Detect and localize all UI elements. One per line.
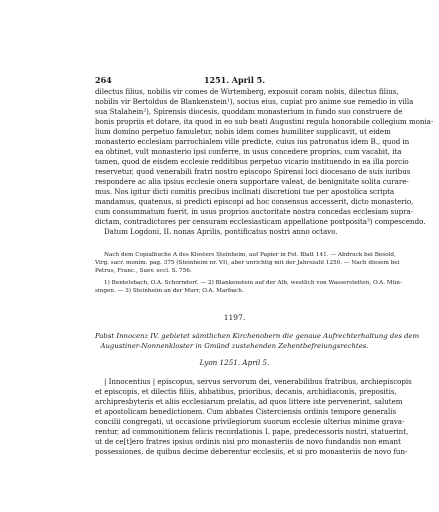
text-line: rentur, ad commonitionem felicis recordationis I. pape, predecessoris nostri, statuerint, bbox=[95, 427, 409, 436]
place-date: Lyon 1251. April 5. bbox=[199, 358, 270, 367]
text-line: reservetur, quod venerabili fratri nostro episcopo Spirensi loci diocesano de suis iuribus bbox=[95, 167, 411, 176]
text-line: bonis propriis et dotare, ita quod in eo sub beati Augustini regula honorabile collegium monia- bbox=[95, 117, 434, 126]
dating-line: Datum Logdoni, II. nonas Aprilis, pontificatus nostri anno octavo. bbox=[104, 227, 338, 236]
text-line: cum consummatum fuerit, in usus proprios auctoritate nostra concedas ecclesiam supra- bbox=[95, 207, 414, 216]
text-line: ut de ce[t]ero fratres ipsius ordinis nisi pro monasteriis de novo fundandis non emant bbox=[95, 437, 401, 446]
text-line: et apostolicam benedictionem. Cum abbates Cisterciensis ordinis tempore generalis bbox=[95, 407, 397, 416]
footnote-line: singen. — 3) Steinheim an der Murr, O.A. Marbach. bbox=[95, 288, 244, 294]
text-line: possessiones, de quibus decime deberentur ecclesiis, et si pro monasteriis de novo fun- bbox=[95, 447, 408, 456]
text-line: et episcopis, et dilectis filiis, abbatibus, prioribus, decanis, archidiaconis, prepositis, bbox=[95, 387, 397, 396]
text-line: respondere ac alia ipsius ecclesie onera supportare valeat, de benignitate solita curare- bbox=[95, 177, 409, 186]
text-line: dictam, contradictores per censuram ecclesiasticam appellatione postposita³) compescendo. bbox=[95, 217, 426, 226]
source-note-line: Virg. sacr. monim. pag. 375 (Steinheim nr. VI), aber unrichtig mit der Jahrszahl 1250. — Nach diesem bei bbox=[95, 260, 400, 266]
page-number: 264 bbox=[95, 75, 112, 85]
regest bbox=[95, 331, 420, 351]
source-note-line: Nach dem Copialbuche A des Klosters Steinheim, auf Papier in Fol. Blatt 141. — Abdruck bei Besold, bbox=[104, 252, 396, 258]
charter-text-1197 bbox=[95, 377, 412, 457]
text-line: nobilis vir Bertoldus de Blankenstein¹), socius eius, cupiat pro anime sue remedio in villa bbox=[95, 97, 414, 106]
text-line: concilii congregati, ut occasione privilegiorum suorum ecclesie ulterius minime grava- bbox=[95, 417, 405, 426]
source-notes bbox=[95, 251, 402, 295]
charter-text-1196 bbox=[95, 87, 434, 237]
text-line: lium domino perpetuo famuletur, nobis idem comes humiliter supplicavit, ut eidem bbox=[95, 127, 391, 136]
text-line: monasterio ecclesiam parrochialem ville predicte, cuius ius patronatus idem B., quod in bbox=[95, 137, 410, 146]
running-head bbox=[95, 74, 374, 86]
source-note-line: Petrus, Franc., Suev. eccl. S. 756. bbox=[95, 268, 192, 274]
regest-line: Augustiner-Nonnenkloster in Gmünd zustehenden Zehentbefreiungsrechtes. bbox=[100, 342, 369, 350]
footnote-line: 1) Bentelsbach, O.A. Schorndorf. — 2) Blankenstein auf der Alb, westlich von Wasserstetten, O.A. Mün- bbox=[104, 280, 402, 286]
text-line: dilectus filius, nobilis vir comes de Wirtemberg, exposuit coram nobis, dilectus filius, bbox=[95, 87, 399, 96]
text-line: tamen, quod de eisdem ecclesie redditibus perpetuo vicario instituendo in ea illa porcio bbox=[95, 157, 409, 166]
regest-line: Pabst Innocenz IV. gebietet sämtlichen Kirchenobern die genaue Aufrechterhaltung des dem bbox=[95, 332, 420, 340]
text-line: archipresbyteris et aliis ecclesiarum prelatis, ad quos littere iste pervenerint, salutem bbox=[95, 397, 403, 406]
header-date: 1251. April 5. bbox=[203, 75, 266, 85]
text-line: sua Stalahein²), Spirensis diocesis, quoddam monasterium in fundo suo construere de bbox=[95, 107, 403, 116]
text-line: ea obtinet, vult monasterio ipsi conferre, in usus concedere proprios, cum vacabit, ita bbox=[95, 147, 402, 156]
text-line: | Innocentius | episcopus, servus servorum dei, venerabilibus fratribus, archiepiscopis bbox=[104, 377, 412, 386]
document-number: 1197. bbox=[223, 313, 246, 322]
text-line: mus. Nos igitur dicti comitis precibus inclinati discretioni tue per apostolica scripta bbox=[95, 187, 395, 196]
text-line: mandamus, quatenus, si predicti episcopi ad hoc consensus accesserit, dicto monasterio, bbox=[95, 197, 414, 206]
